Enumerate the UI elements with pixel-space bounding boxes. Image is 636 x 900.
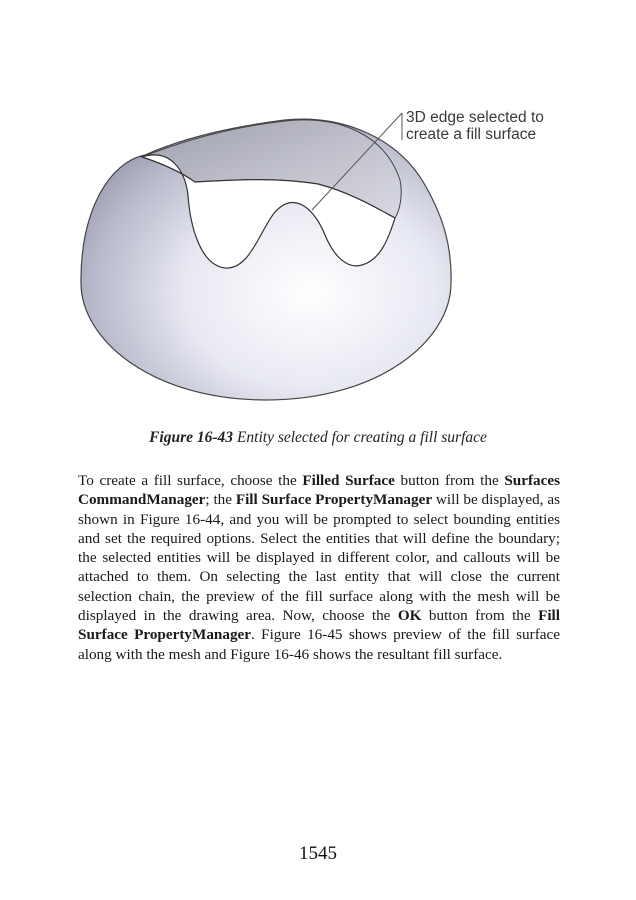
term-ok: OK — [397, 607, 422, 625]
callout-label-line2: create a fill surface — [406, 126, 537, 143]
text-run: . Figure 16-45 shows preview of the fill surface along with the mesh and Figure 16-46 shows the resultant fill surface. — [78, 626, 560, 663]
caption-text: Entity selected for creating a fill surface — [233, 429, 487, 446]
text-run: button from the — [394, 472, 505, 489]
body-paragraph — [78, 471, 560, 664]
text-run: ; the — [205, 491, 236, 509]
page-number: 1545 — [299, 843, 337, 864]
callout-label-line1: 3D edge selected to — [406, 109, 544, 126]
text-run: button from the — [421, 607, 539, 625]
figure-caption — [0, 429, 636, 447]
figure-16-43 — [70, 100, 570, 405]
term-fill-surface-propertymanager-2: Fill Surface PropertyManager — [78, 607, 560, 644]
hemisphere-illustration — [70, 100, 570, 405]
caption-label: Figure 16-43 — [149, 429, 234, 446]
text-run: will be displayed, as shown in Figure 16-44, and you will be prompted to select bounding entities and set the required options. Select the entities that will define the boundary; the selected entities will be displayed in different color, and callouts will be attached to them. On selecting the last entity that will close the current selection chain, the preview of the fill surface along with the mesh will be displayed in the drawing area. Now, choose the — [78, 491, 560, 625]
term-filled-surface: Filled Surface — [302, 472, 395, 489]
text-run: To create a fill surface, choose the — [78, 472, 303, 489]
term-fill-surface-propertymanager: Fill Surface PropertyManager — [235, 491, 433, 509]
term-surfaces-commandmanager: Surfaces CommandManager — [78, 472, 561, 509]
